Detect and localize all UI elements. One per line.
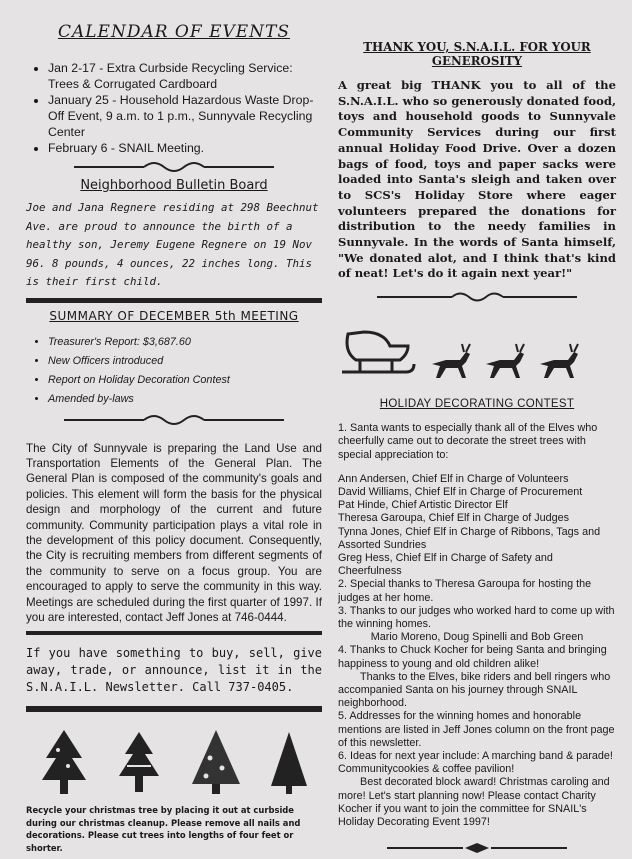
general-plan-text: The City of Sunnyvale is preparing the Land Use and Transportation Elements of the General Plan. The General Plan is composed of the community's goals and policies. This element will form the basis for the physical design and morphology of the current and future community. Community participation plays a vital role in the development of this policy document. Consequently, the City is recruiting members from different segments of the community to serve on a focus group. You are encouraged to apply to serve the community in this way. Meetings are scheduled during the first quarter of 1997. If you are interested, contact Jeff Jones at 746-0444. bbox=[26, 441, 322, 624]
elf-credit: Pat Hinde, Chief Artistic Director Elf bbox=[338, 499, 508, 512]
calendar-item: • Jan 2-17 - Extra Curbside Recycling Service: Trees & Corrugated Cardboard bbox=[48, 60, 322, 92]
contest-paragraph: 5. Addresses for the winning homes and honorable mentions are listed in Jeff Jones column on the front page of this newsletter. bbox=[338, 710, 615, 749]
summary-item: • Report on Holiday Decoration Contest bbox=[48, 371, 322, 390]
christmas-tree-icon bbox=[267, 728, 311, 796]
divider bbox=[26, 631, 322, 635]
calendar-title: CALENDAR OF EVENTS bbox=[57, 22, 291, 42]
elf-credit: Tynna Jones, Chief Elf in Charge of Ribbons, Tags and Assorted Sundries bbox=[338, 525, 601, 551]
calendar-item: • January 25 - Household Hazardous Waste Drop-Off Event, 9 a.m. to 1 p.m., Sunnyvale Recycling Center bbox=[48, 92, 322, 140]
contest-paragraph: Thanks to the Elves, bike riders and bell ringers who accompanied Santa on his journey through SNAIL neighborhood. bbox=[338, 670, 611, 710]
summary-list bbox=[26, 333, 322, 409]
christmas-tree-icon bbox=[113, 728, 165, 796]
divider bbox=[26, 298, 322, 303]
summary-item: • New Officers introduced bbox=[48, 352, 322, 371]
christmas-tree-icon bbox=[38, 728, 90, 796]
swirl-divider bbox=[74, 160, 274, 174]
trade-notice: If you have something to buy, sell, give away, trade, or announce, list it in the S.N.A.I.L. Newsletter. Call 737-0405. bbox=[26, 646, 322, 695]
summary-title: SUMMARY OF DECEMBER 5th MEETING bbox=[49, 308, 299, 323]
calendar-item: • February 6 - SNAIL Meeting. bbox=[48, 140, 322, 156]
recycle-caption: Recycle your christmas tree by placing it out at curbside during our christmas cleanup. Please remove all nails and decorations. Please cut trees into lengths of four feet or shorter. bbox=[26, 805, 301, 853]
left-column bbox=[26, 18, 322, 854]
christmas-tree-icon bbox=[188, 728, 244, 796]
judges-names: Mario Moreno, Doug Spinelli and Bob Green bbox=[370, 631, 584, 644]
divider bbox=[26, 706, 322, 712]
summary-item: • Treasurer's Report: $3,687.60 bbox=[48, 333, 322, 352]
swirl-divider bbox=[64, 413, 284, 427]
reindeer-icon bbox=[480, 342, 526, 382]
swirl-divider bbox=[377, 290, 577, 304]
sleigh-reindeer-illustration bbox=[338, 322, 616, 382]
elf-credit: Ann Andersen, Chief Elf in Charge of Volunteers bbox=[338, 472, 569, 485]
summary-item: • Amended by-laws bbox=[48, 390, 322, 409]
contest-paragraph: 4. Thanks to Chuck Kocher for being Santa and bringing happiness to young and old children alike! bbox=[338, 644, 607, 670]
elf-credit: Theresa Garoupa, Chief Elf in Charge of Judges bbox=[338, 512, 570, 525]
contest-paragraph: 6. Ideas for next year include: A marching band & parade! Communitycookies & coffee pavilion! bbox=[338, 750, 613, 776]
elf-credit: David Williams, Chief Elf in Charge of Procurement bbox=[338, 485, 583, 498]
bulletin-text: Joe and Jana Regnere residing at 298 Beechnut Ave. are proud to announce the birth of a healthy son, Jeremy Eugene Regnere on 19 Nov 96. 8 pounds, 4 ounces, 22 inches long. This is their first child. bbox=[26, 201, 319, 288]
contest-body bbox=[338, 422, 616, 829]
sleigh-icon bbox=[338, 326, 418, 382]
contest-paragraph: 2. Special thanks to Theresa Garoupa for hosting the judges at her home. bbox=[338, 578, 592, 604]
thank-you-title: THANK YOU, S.N.A.I.L. FOR YOUR GENEROSITY bbox=[363, 40, 591, 68]
reindeer-icon bbox=[426, 342, 472, 382]
reindeer-icon bbox=[534, 342, 580, 382]
diamond-divider bbox=[387, 841, 567, 855]
christmas-trees-illustration bbox=[26, 726, 322, 796]
bulletin-title: Neighborhood Bulletin Board bbox=[80, 178, 268, 193]
contest-paragraph: 3. Thanks to our judges who worked hard to come up with the winning homes. bbox=[338, 604, 615, 630]
calendar-list bbox=[26, 60, 322, 156]
contest-paragraph: 1. Santa wants to especially thank all of the Elves who cheerfully came out to decorate the street trees with special appreciation to: bbox=[338, 422, 598, 461]
contest-title: HOLIDAY DECORATING CONTEST bbox=[379, 398, 575, 411]
right-column bbox=[338, 40, 616, 859]
thank-you-text: A great big THANK you to all of the S.N.A.I.L. who so generously donated food, toys and household goods to Sunnyvale Community Services during our first annual Holiday Food Drive. Over a dozen bags of food, toys and paper sacks were loaded into Santa's sleigh and taken over to SCS's Holiday Store where eager volunteers prepared the donations for distribution to the needy families in Sunnyvale. In the words of Santa himself, "We donated alot, and I think that's kind of neat! Let's do it again next year!" bbox=[338, 78, 616, 281]
contest-paragraph: Best decorated block award! Christmas caroling and more! Let's start planning now! Please contact Charity Kocher if you want to join the committee for SNAIL's Holiday Decorating Event 1997! bbox=[338, 776, 610, 829]
elf-credit: Greg Hess, Chief Elf in Charge of Safety and Cheerfulness bbox=[338, 551, 553, 578]
